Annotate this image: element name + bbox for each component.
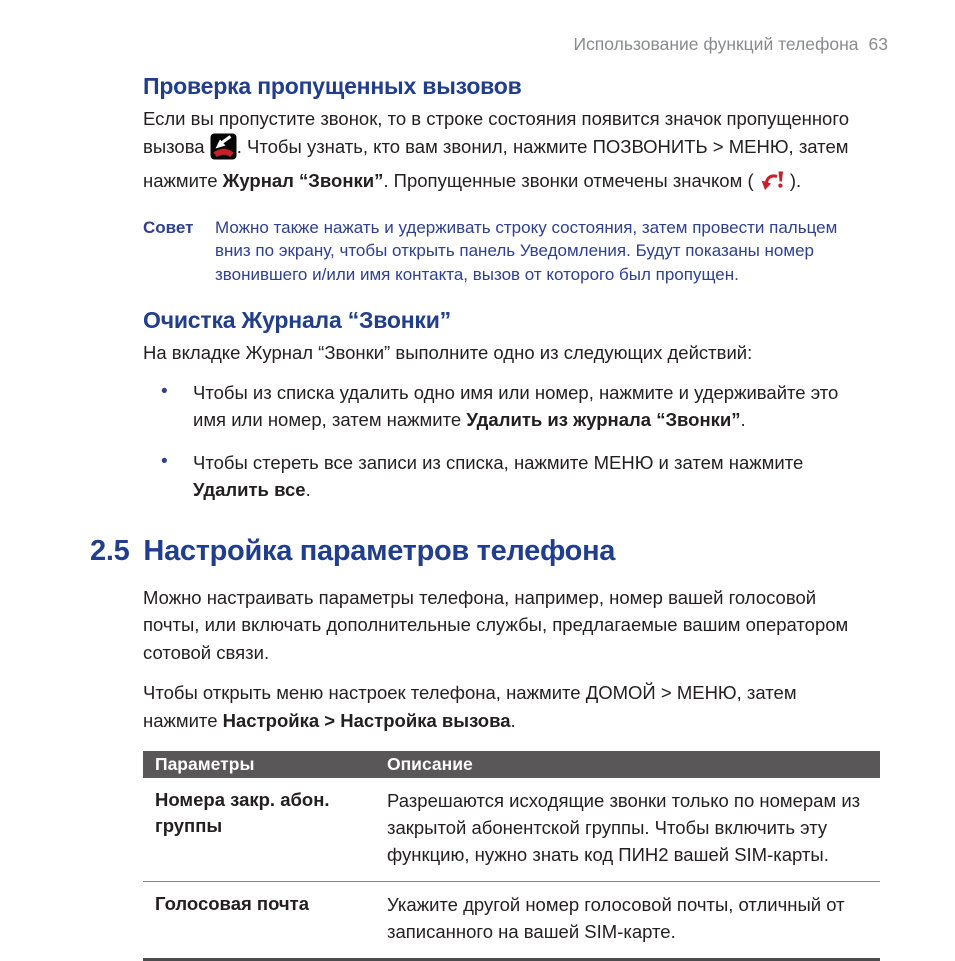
table-row	[143, 778, 880, 882]
bullet-icon: •	[161, 450, 168, 472]
bullet-text: Чтобы стереть все записи из списка, нажмите МЕНЮ и затем нажмите	[193, 451, 804, 473]
paragraph-text: .	[510, 709, 516, 731]
table-header-description: Описание	[375, 751, 880, 778]
running-header-title: Использование функций телефона	[573, 34, 859, 54]
section-heading-clear-log: Очистка Журнала “Звонки”	[143, 307, 451, 333]
bullet-item	[143, 379, 855, 434]
page-running-header	[143, 34, 888, 54]
param-cell: Номера закр. абон. группы	[155, 789, 330, 836]
bullet-text: .	[305, 479, 311, 500]
clear-log-intro: На вкладке Журнал “Звонки” выполните одно из следующих действий:	[143, 342, 753, 363]
paragraph-text: Чтобы открыть меню настроек телефона, нажмите ДОМОЙ > МЕНЮ, затем нажмите	[143, 682, 797, 731]
desc-cell: Укажите другой номер голосовой почты, отличный от записанного на вашей SIM-карте.	[375, 882, 880, 960]
paragraph-text: Если вы пропустите звонок, то в строке состояния появится значок пропущенного вызова	[143, 108, 849, 157]
paragraph-bold: Настройка > Настройка вызова	[222, 709, 511, 731]
paragraph-bold: Журнал “Звонки”	[222, 170, 384, 191]
page-number: 63	[868, 34, 888, 54]
settings-paragraph-2	[143, 679, 855, 734]
clear-log-bullet-list	[143, 379, 880, 504]
table-header-parameters: Параметры	[143, 751, 375, 778]
bullet-bold: Удалить из журнала “Звонки”	[466, 409, 741, 430]
missed-calls-paragraph	[143, 105, 855, 200]
tip-block	[143, 216, 880, 287]
table-header-row	[143, 751, 880, 778]
table-row	[143, 882, 880, 960]
tip-text: Можно также нажать и удерживать строку состояния, затем провести пальцем вниз по экрану, чтобы открыть панель Уведомления. Будут показаны номер звонившего и/или имя контакта, вызов от которого был пропущен.	[215, 217, 838, 284]
missed-call-list-icon	[759, 170, 785, 200]
chapter-number: 2.5	[90, 534, 130, 567]
bullet-text: .	[740, 409, 746, 430]
missed-call-status-icon	[210, 133, 237, 168]
settings-paragraph-1: Можно настраивать параметры телефона, например, номер вашей голосовой почты, или включать дополнительные службы, предлагаемые вашим оператором сотовой связи.	[143, 586, 849, 663]
chapter-title: Настройка параметров телефона	[143, 534, 616, 567]
tip-label: Совет	[143, 217, 194, 237]
param-cell: Голосовая почта	[143, 882, 375, 960]
paragraph-text: . Чтобы узнать, кто вам звонил, нажмите ПОЗВОНИТЬ > МЕНЮ, затем нажмите	[143, 135, 849, 191]
bullet-item	[143, 449, 855, 504]
bullet-bold: Удалить все	[193, 479, 306, 500]
section-heading-missed-calls: Проверка пропущенных вызовов	[143, 73, 522, 99]
paragraph-text: ).	[784, 170, 802, 191]
desc-cell: Разрешаются исходящие звонки только по номерам из закрытой абонентской группы. Чтобы включить эту функцию, нужно знать код ПИН2 вашей SIM-карты.	[387, 790, 861, 865]
paragraph-text: . Пропущенные звонки отмечены значком (	[383, 170, 759, 191]
chapter-heading	[90, 534, 880, 568]
bullet-icon: •	[161, 380, 168, 402]
phone-settings-table	[143, 751, 880, 961]
bullet-text: Чтобы из списка удалить одно имя или номер, нажмите и удерживайте это имя или номер, затем нажмите	[193, 381, 839, 430]
